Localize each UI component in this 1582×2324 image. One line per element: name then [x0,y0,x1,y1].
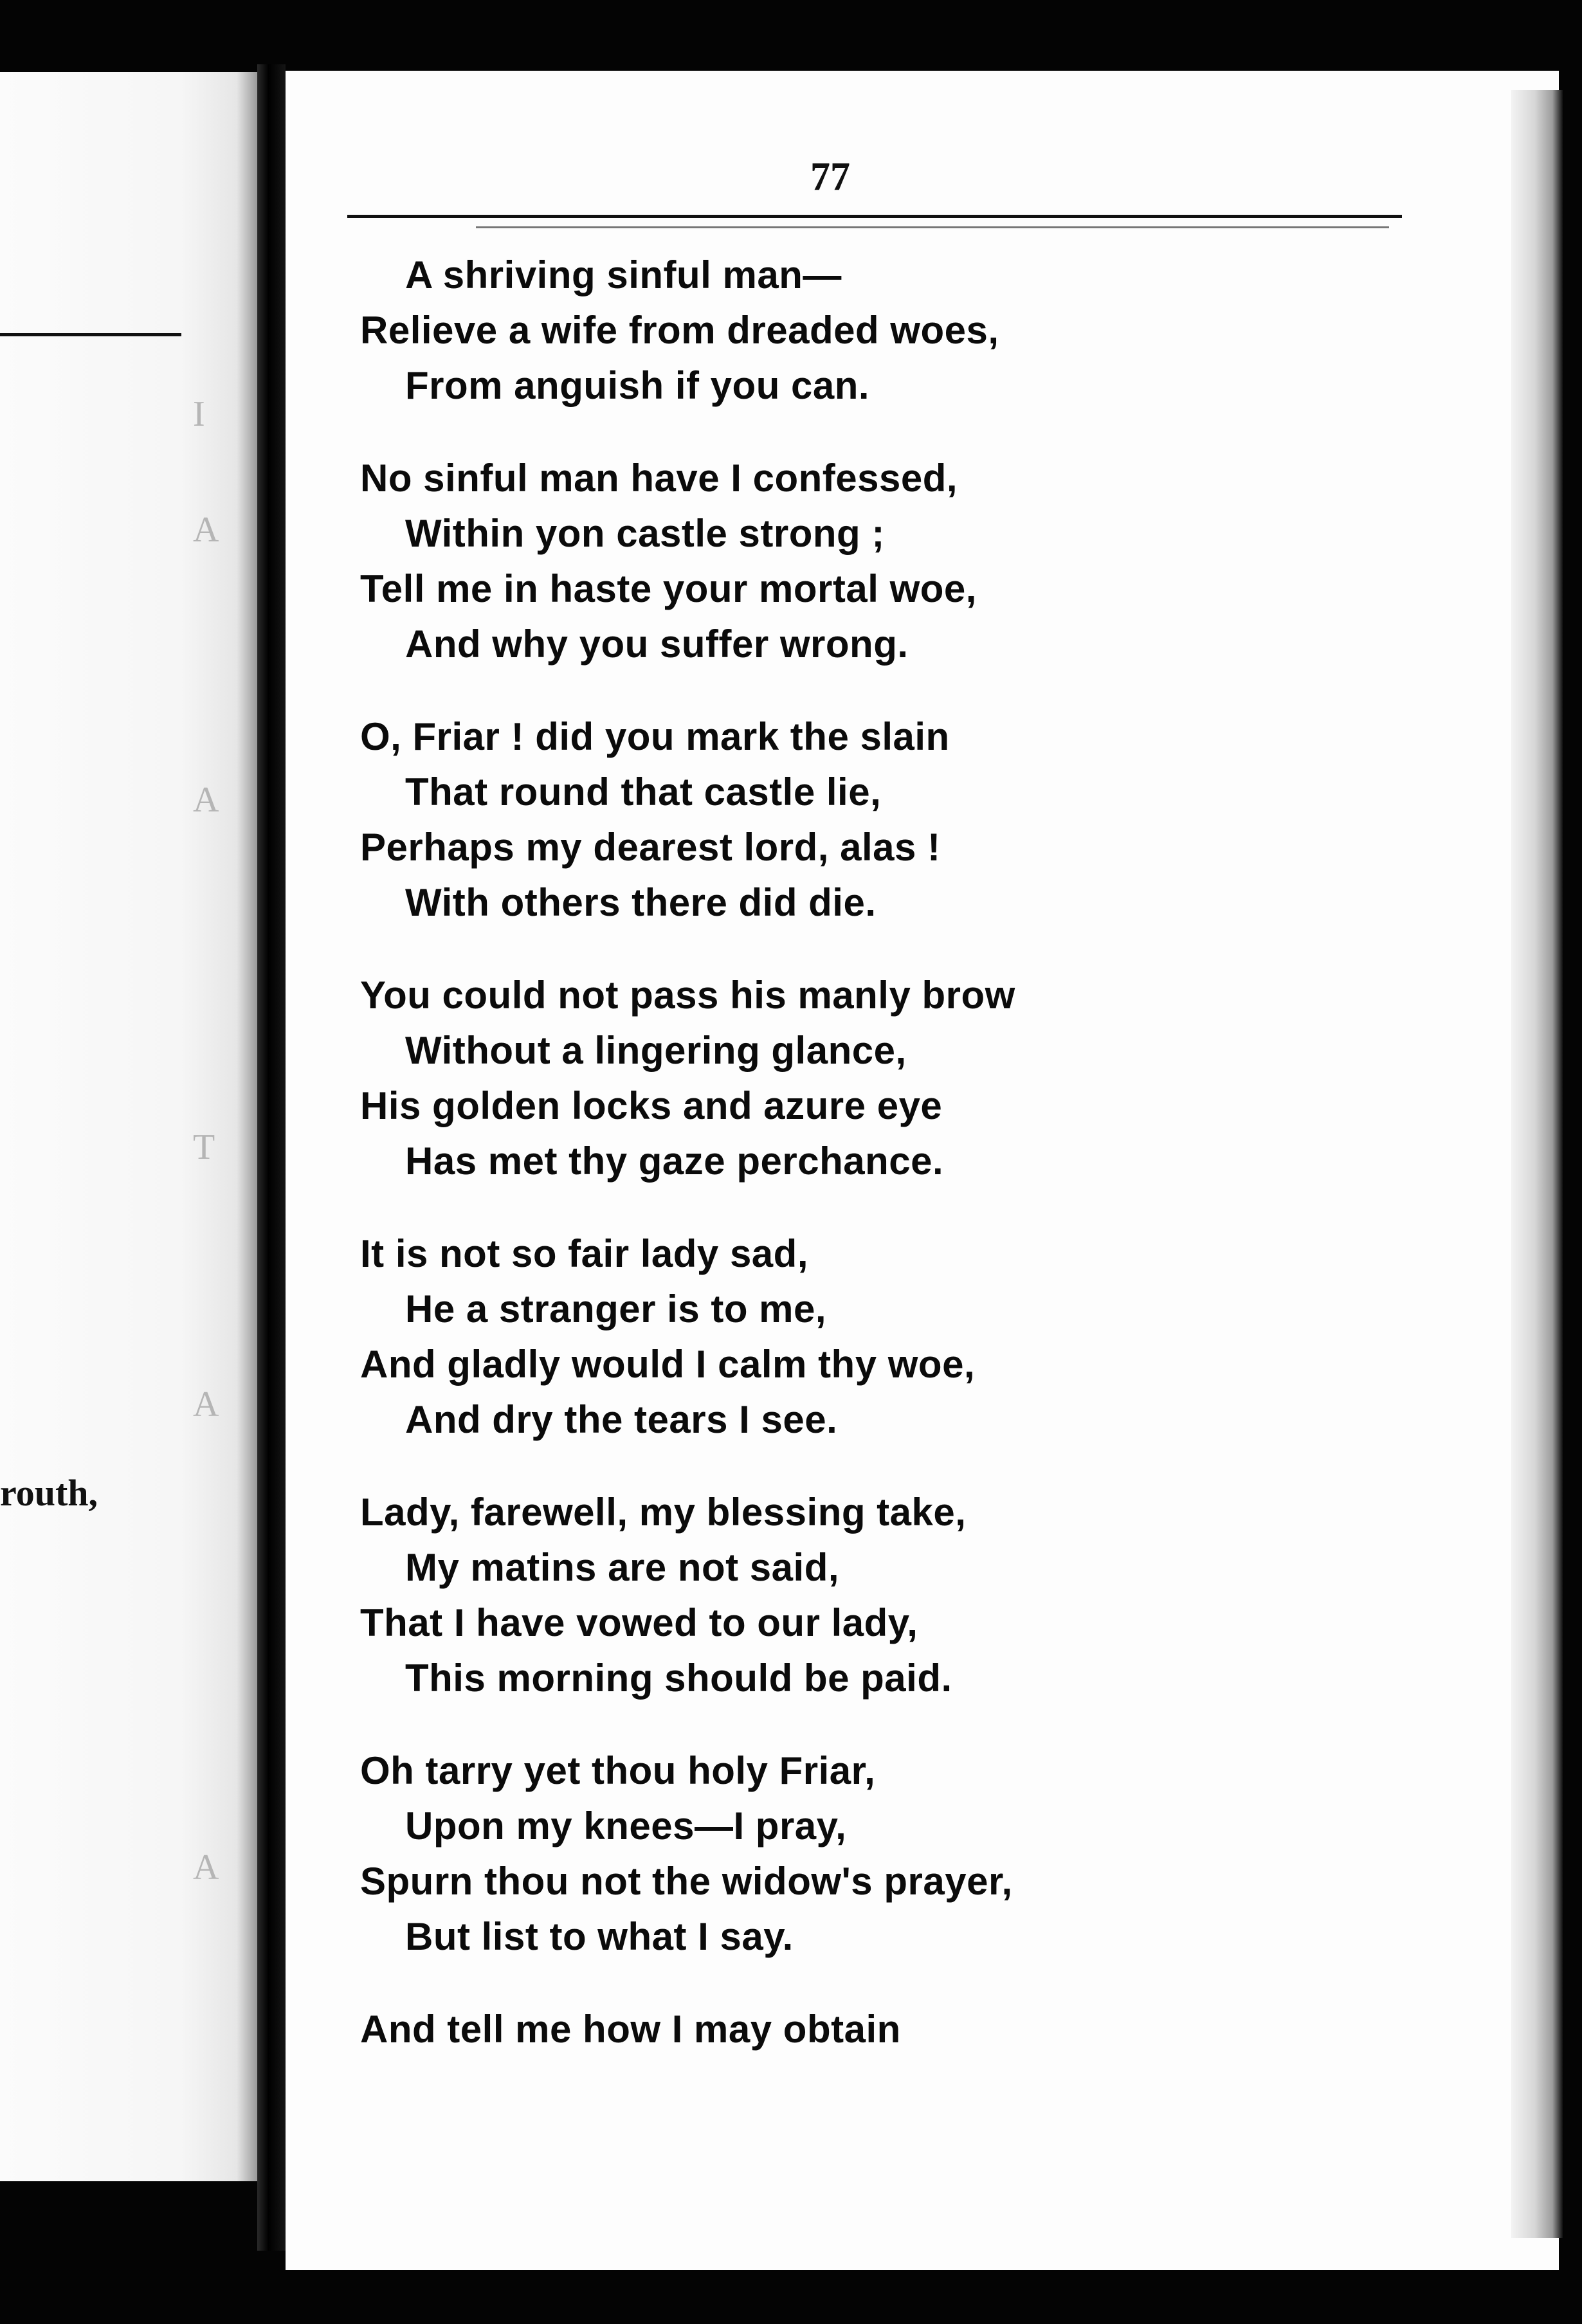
left-page-ghost-letter: A [193,1847,219,1887]
header-rule-thin [476,226,1389,228]
stanza [360,1743,1453,1965]
page-edge-shadow [1511,90,1563,2238]
stanza [360,709,1453,931]
left-page-ghost-letter: T [193,1127,215,1167]
verse-line: That I have vowed to our lady, [360,1601,918,1644]
left-page-text-fragment: routh, [0,1472,98,1514]
left-page-ghost-letter: I [193,394,205,434]
verse-line: You could not pass his manly brow [360,974,1015,1017]
verse-line: My matins are not said, [405,1546,840,1589]
verse-line: From anguish if you can. [405,364,870,407]
verse-line: Has met thy gaze perchance. [405,1139,944,1183]
verse-line: Without a lingering glance, [405,1029,907,1072]
verse-line: And gladly would I calm thy woe, [360,1343,976,1386]
verse-line: No sinful man have I confessed, [360,457,958,500]
header-rule [347,215,1402,218]
verse-line: Relieve a wife from dreaded woes, [360,309,999,352]
verse-line: And dry the tears I see. [405,1398,838,1441]
verse-line: Lady, farewell, my blessing take, [360,1491,967,1534]
verse-line: This morning should be paid. [405,1657,952,1700]
stanza [360,968,1453,1189]
verse-line: Within yon castle strong ; [405,512,885,555]
verse-line: O, Friar ! did you mark the slain [360,715,950,758]
verse-line: Upon my knees—I pray, [405,1804,847,1847]
stanza [360,451,1453,672]
poem-text [360,248,1453,2094]
verse-line: And why you suffer wrong. [405,622,909,666]
verse-line: Tell me in haste your mortal woe, [360,567,977,610]
verse-line: Perhaps my dearest lord, alas ! [360,826,941,869]
verse-line: That round that castle lie, [405,770,882,813]
verse-line: A shriving sinful man— [405,253,842,296]
left-page-ghost-letter: A [193,1384,219,1424]
stanza [360,2002,1453,2057]
page-number: 77 [810,155,850,199]
verse-line: Spurn thou not the widow's prayer, [360,1860,1013,1903]
verse-line: His golden locks and azure eye [360,1084,943,1127]
left-page-rule [0,333,181,336]
stanza [360,1485,1453,1706]
stanza [360,248,1453,413]
verse-line: Oh tarry yet thou holy Friar, [360,1749,876,1792]
book-gutter [257,64,286,2251]
verse-line: He a stranger is to me, [405,1287,827,1330]
left-page-ghost-letter: A [193,780,219,820]
verse-line: And tell me how I may obtain [360,2008,901,2051]
verse-line: It is not so fair lady sad, [360,1232,808,1275]
left-page [0,72,257,2181]
stanza [360,1226,1453,1448]
verse-line: With others there did die. [405,881,877,924]
verse-line: But list to what I say. [405,1915,794,1958]
left-page-ghost-letter: A [193,510,219,550]
